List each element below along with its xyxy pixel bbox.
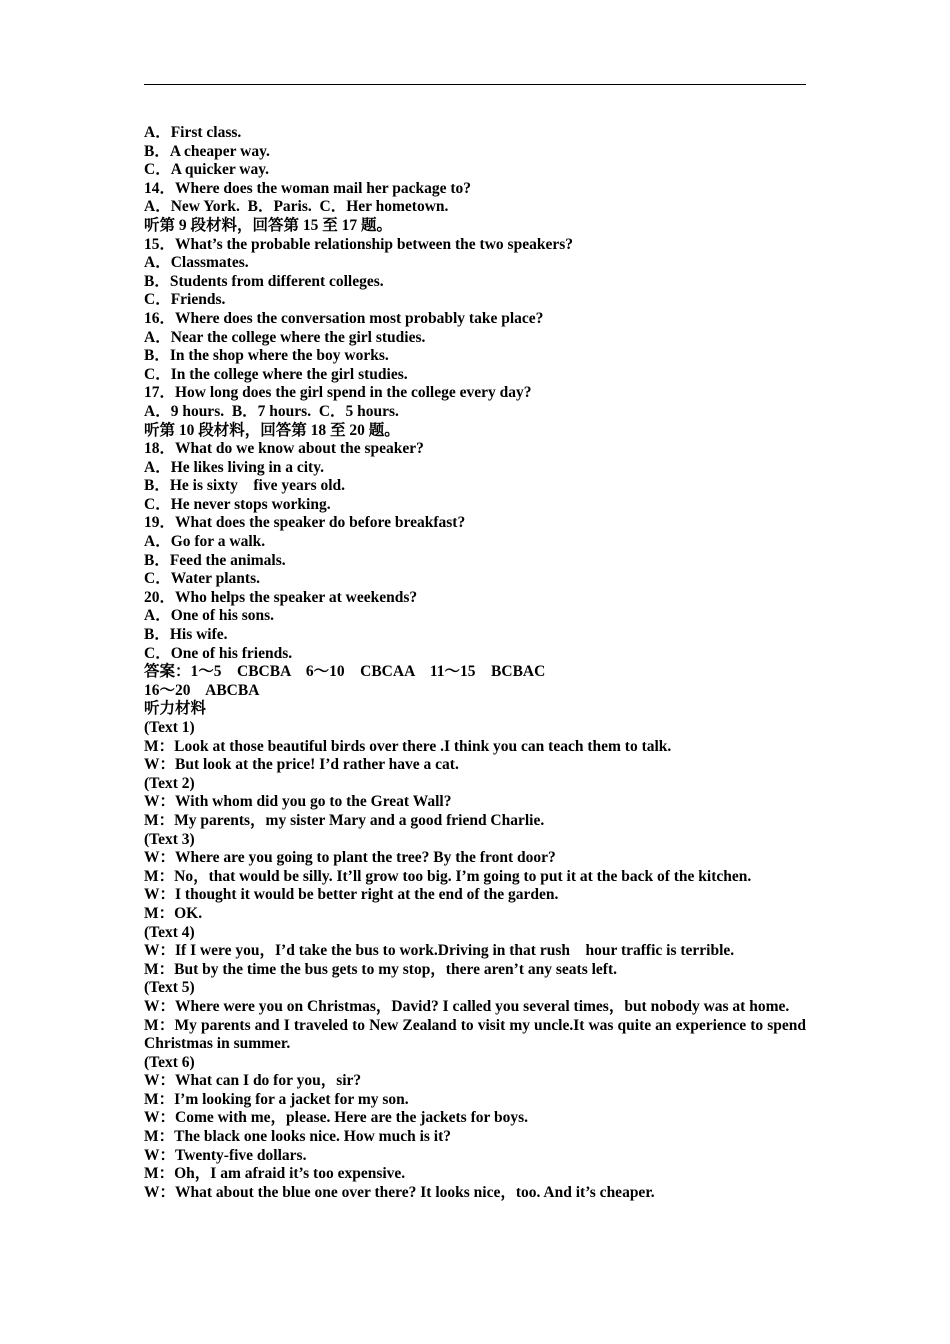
text-line: 17．How long does the girl spend in the college every day? bbox=[144, 384, 532, 402]
text-line: 19．What does the speaker do before breakfast? bbox=[144, 514, 466, 532]
text-line: M：The black one looks nice. How much is it? bbox=[144, 1128, 452, 1146]
text-line: W：Where were you on Christmas，David? I called you several times，but nobody was at home. bbox=[144, 997, 790, 1015]
text-line: W：Twenty-five dollars. bbox=[144, 1146, 307, 1164]
text-line: M：But by the time the bus gets to my stop，there aren’t any seats left. bbox=[144, 960, 617, 978]
text-line: W：What can I do for you，sir? bbox=[144, 1072, 362, 1090]
text-line: (Text 4) bbox=[144, 923, 195, 941]
text-line: B．Feed the animals. bbox=[144, 551, 286, 569]
text-line: W：But look at the price! I’d rather have a cat. bbox=[144, 756, 459, 774]
text-line: 14．Where does the woman mail her package to? bbox=[144, 179, 472, 197]
text-line: A．Near the college where the girl studies. bbox=[144, 328, 426, 346]
text-line: A．Go for a walk. bbox=[144, 533, 266, 551]
text-line: C．Friends. bbox=[144, 291, 226, 309]
text-line: A．9 hours. B．7 hours. C．5 hours. bbox=[144, 402, 399, 420]
text-line: A．Classmates. bbox=[144, 254, 249, 272]
text-line: 16～20 ABCBA bbox=[144, 681, 260, 699]
text-line: M：My parents，my sister Mary and a good friend Charlie. bbox=[144, 811, 545, 829]
text-line: 听第 9 段材料，回答第 15 至 17 题。 bbox=[144, 216, 393, 234]
text-line: W：With whom did you go to the Great Wall? bbox=[144, 793, 452, 811]
text-line: C．One of his friends. bbox=[144, 644, 293, 662]
text-line: A．First class. bbox=[144, 124, 242, 141]
text-line: (Text 3) bbox=[144, 830, 195, 848]
text-line: (Text 6) bbox=[144, 1053, 195, 1071]
text-line: C．In the college where the girl studies. bbox=[144, 365, 408, 383]
text-line: W：Where are you going to plant the tree? By the front door? bbox=[144, 849, 556, 867]
text-line: C．Water plants. bbox=[144, 570, 260, 588]
text-line: B．He is sixty five years old. bbox=[144, 477, 346, 495]
text-line: 20．Who helps the speaker at weekends? bbox=[144, 588, 418, 606]
text-line: M：Oh，I am afraid it’s too expensive. bbox=[144, 1165, 406, 1183]
text-line: B．His wife. bbox=[144, 626, 228, 644]
text-line: (Text 2) bbox=[144, 774, 195, 792]
text-line: 15．What’s the probable relationship between the two speakers? bbox=[144, 235, 573, 253]
text-line: A．New York. B．Paris. C．Her hometown. bbox=[144, 198, 449, 216]
text-line: 18．What do we know about the speaker? bbox=[144, 440, 424, 458]
header-rule bbox=[144, 84, 806, 85]
text-line: (Text 5) bbox=[144, 979, 195, 997]
text-line: B．Students from different colleges. bbox=[144, 272, 384, 290]
text-line: M：Look at those beautiful birds over there .I think you can teach them to talk. bbox=[144, 737, 672, 755]
text-line: B．In the shop where the boy works. bbox=[144, 347, 389, 365]
text-line: W：If I were you，I’d take the bus to work.Driving in that rush hour traffic is terrible. bbox=[144, 942, 735, 960]
document-body bbox=[144, 124, 810, 1202]
text-line: (Text 1) bbox=[144, 719, 195, 736]
text-line: A．He likes living in a city. bbox=[144, 458, 324, 476]
text-line: 答案：1～5 CBCBA 6～10 CBCAA 11～15 BCBAC bbox=[144, 663, 546, 681]
text-line: C．He never stops working. bbox=[144, 495, 331, 513]
text-line: W：Come with me，please. Here are the jackets for boys. bbox=[144, 1109, 528, 1127]
text-line: 听力材料 bbox=[144, 700, 207, 718]
text-line: 听第 10 段材料，回答第 18 至 20 题。 bbox=[144, 421, 400, 439]
text-line: M：OK. bbox=[144, 904, 203, 922]
text-line: M：I’m looking for a jacket for my son. bbox=[144, 1090, 409, 1108]
text-line: 16．Where does the conversation most probably take place? bbox=[144, 309, 544, 327]
text-line: A．One of his sons. bbox=[144, 607, 275, 625]
text-line: W：I thought it would be better right at the end of the garden. bbox=[144, 886, 559, 904]
text-line: W：What about the blue one over there? It looks nice，too. And it’s cheaper. bbox=[144, 1183, 655, 1201]
text-line: M：My parents and I traveled to New Zealand to visit my uncle.It was quite an experience to spend Christmas in summer. bbox=[144, 1016, 810, 1053]
text-line: B．A cheaper way. bbox=[144, 142, 270, 160]
text-line: C．A quicker way. bbox=[144, 161, 270, 179]
text-line: M：No，that would be silly. It’ll grow too big. I’m going to put it at the back of the kitchen. bbox=[144, 867, 752, 885]
